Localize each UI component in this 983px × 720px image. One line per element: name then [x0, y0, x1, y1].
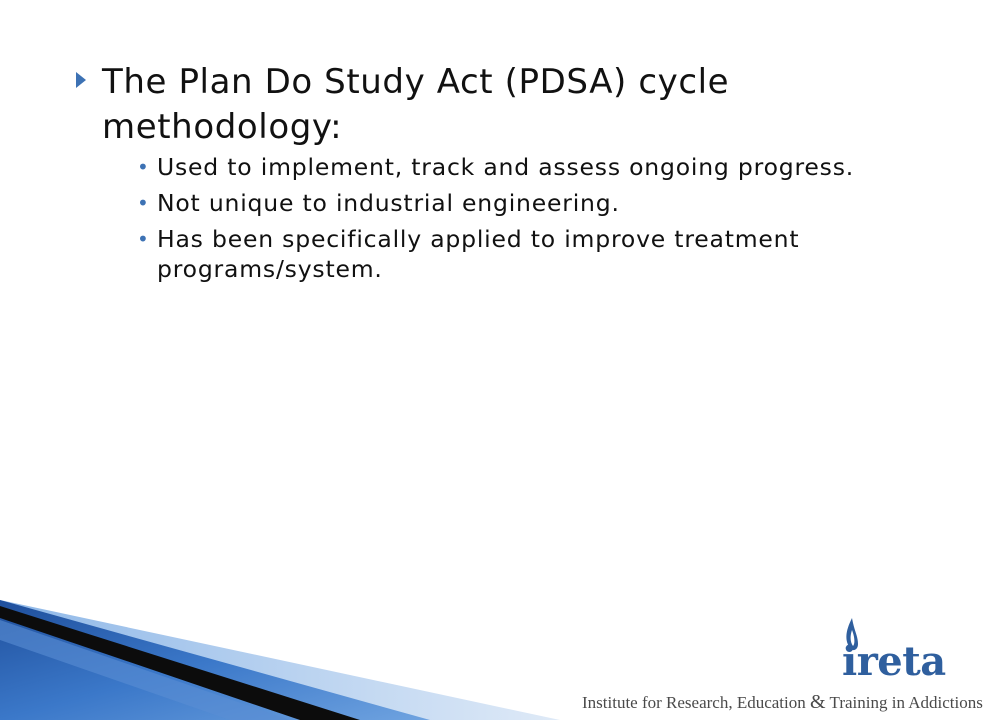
dot-bullet-icon: • — [137, 155, 149, 179]
blue-swoosh-decoration — [0, 600, 620, 720]
triangle-bullet-icon — [76, 72, 86, 88]
sub-bullet-text: Not unique to industrial engineering. — [157, 189, 620, 217]
sub-bullet — [137, 152, 877, 182]
tagline-part2: Training in Addictions — [829, 693, 983, 712]
sub-bullet — [137, 224, 877, 284]
logo-wordmark: ireta — [842, 638, 946, 685]
dot-bullet-icon: • — [137, 227, 149, 251]
sub-bullet — [137, 188, 877, 218]
dot-bullet-icon: • — [137, 191, 149, 215]
main-bullet-text: The Plan Do Study Act (PDSA) cycle methodology: — [102, 62, 730, 147]
main-bullet — [76, 60, 896, 150]
sub-bullet-list — [137, 152, 877, 290]
logo-tagline — [582, 691, 983, 714]
sub-bullet-text: Used to implement, track and assess ongoing progress. — [157, 153, 855, 181]
tagline-amp: & — [810, 691, 826, 713]
tagline-part1: Institute for Research, Education — [582, 693, 806, 712]
sub-bullet-text: Has been specifically applied to improve treatment programs/system. — [157, 225, 800, 283]
